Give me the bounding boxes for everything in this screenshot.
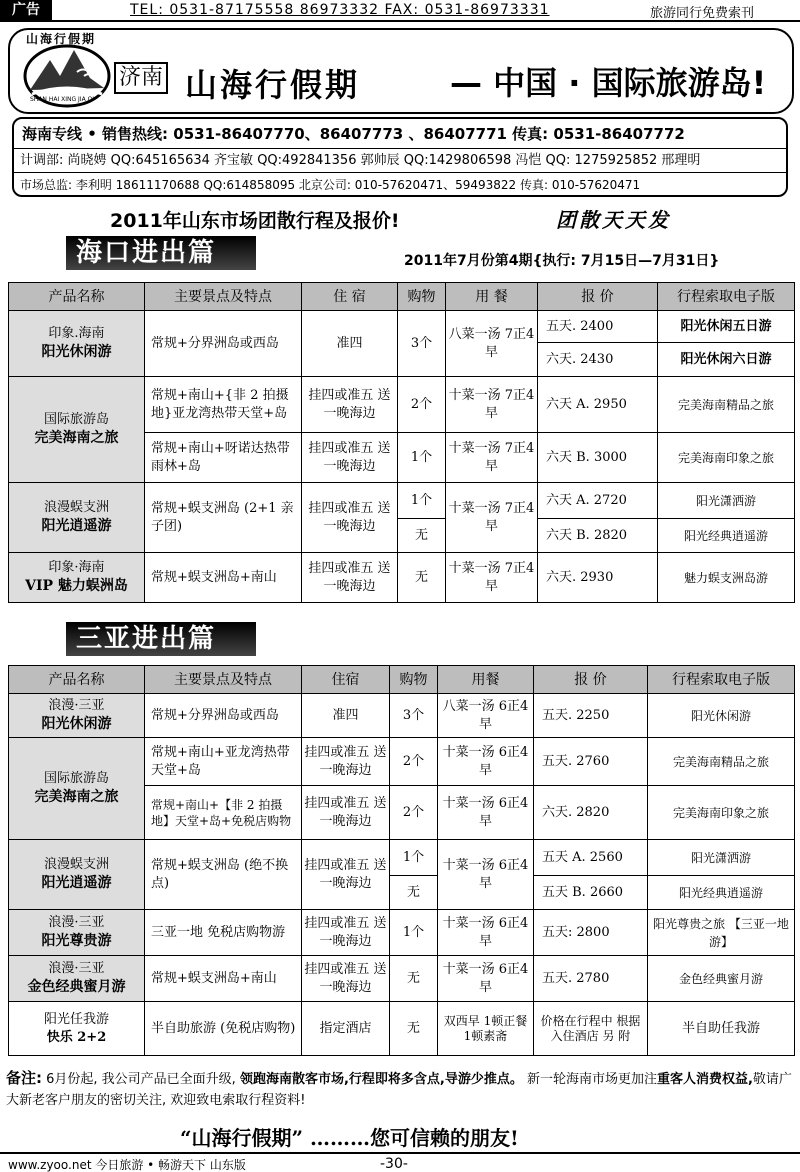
ad-tag: 广告	[0, 0, 52, 21]
brand-name: 山海行假期	[185, 66, 361, 104]
meal-cell: 十菜一汤 6正4早	[438, 840, 534, 910]
ebook-cell[interactable]: 阳光潇洒游	[648, 840, 795, 876]
product-name-cell	[9, 311, 145, 377]
sanya-table	[8, 665, 795, 1056]
ebook-cell[interactable]: 完美海南精品之旅	[658, 377, 795, 433]
product-name-cell	[9, 553, 145, 603]
ebook-cell[interactable]: 金色经典蜜月游	[648, 956, 795, 1002]
product-subtitle: 印象·海南	[48, 560, 105, 575]
product-subtitle: 阳光任我游	[43, 1011, 109, 1027]
shopping-cell: 2个	[398, 377, 446, 433]
table-row	[9, 956, 795, 1002]
product-subtitle: 印象.海南	[48, 326, 105, 341]
shopping-cell: 3个	[390, 694, 438, 738]
product-subtitle: 浪漫·三亚	[48, 698, 105, 713]
remarks-highlight-1: 领跑海南散客市场,行程即将多含点,导游少推点。	[239, 1072, 523, 1087]
header-shopping: 购物	[390, 666, 438, 694]
product-title: 完美海南之旅	[34, 430, 119, 446]
price-cell: 六天. 2430	[538, 343, 658, 377]
hotel-cell: 准四	[302, 311, 398, 377]
meal-cell: 双西早 1顿正餐 1顿素斋	[438, 1002, 534, 1056]
header-ebook: 行程索取电子版	[658, 283, 795, 311]
table-row	[9, 694, 795, 738]
product-name-cell	[9, 840, 145, 910]
meal-cell: 十菜一汤 7正4早	[446, 553, 538, 603]
meal-cell: 十菜一汤 7正4早	[446, 483, 538, 553]
table-row	[9, 1002, 795, 1056]
meal-cell: 十菜一汤 6正4早	[438, 786, 534, 840]
ebook-cell[interactable]: 阳光休闲游	[648, 694, 795, 738]
shopping-cell: 3个	[398, 311, 446, 377]
city-label: 济南	[114, 62, 168, 94]
product-title: 完美海南之旅	[34, 789, 119, 805]
sales-hotline: 海南专线 • 销售热线: 0531-86407770、86407773 、86407771 传真: 0531-86407772	[14, 119, 786, 149]
spots-cell: 常规+南山+亚龙湾热带天堂+岛	[145, 738, 302, 786]
shopping-cell: 1个	[390, 910, 438, 956]
price-cell: 六天 B. 2820	[538, 519, 658, 553]
footer-site[interactable]: www.zyoo.net 今日旅游 • 畅游天下 山东版	[8, 1158, 246, 1172]
hotel-cell: 挂四或准五 送一晚海边	[302, 377, 398, 433]
product-title: VIP 魅力蜈洲岛	[25, 578, 128, 594]
table-row	[9, 553, 795, 603]
price-cell: 六天 B. 3000	[538, 433, 658, 483]
table-row	[9, 377, 795, 433]
daily-departure: 团散天天发	[556, 208, 671, 232]
free-index-text: 旅游同行免费索刊	[650, 6, 755, 21]
spots-cell: 常规+分界洲岛或西岛	[145, 694, 302, 738]
hotel-cell: 准四	[302, 694, 390, 738]
ebook-cell[interactable]: 完美海南印象之旅	[648, 786, 795, 840]
meal-cell: 十菜一汤 7正4早	[446, 433, 538, 483]
shopping-cell: 1个	[390, 840, 438, 876]
header-meals: 用餐	[438, 666, 534, 694]
remarks-label: 备注:	[6, 1069, 42, 1087]
table-row	[9, 483, 795, 519]
product-name-cell	[9, 1002, 145, 1056]
remarks-highlight-2: 重客人消费权益,	[656, 1072, 753, 1087]
remarks	[6, 1068, 796, 1111]
price-cell: 六天. 2820	[534, 786, 648, 840]
product-subtitle: 国际旅游岛	[43, 771, 109, 786]
hotel-cell: 挂四或准五 送一晚海边	[302, 910, 390, 956]
shopping-cell: 2个	[390, 786, 438, 840]
meal-cell: 八菜一汤 6正4早	[438, 694, 534, 738]
page-number: -30-	[380, 1156, 408, 1172]
spots-cell: 常规+蜈支洲岛 (2+1 亲子团)	[145, 483, 302, 553]
product-name-cell	[9, 910, 145, 956]
shopping-cell: 无	[398, 519, 446, 553]
sanya-section-title: 三亚进出篇	[66, 622, 256, 656]
meal-cell: 十菜一汤 6正4早	[438, 738, 534, 786]
price-cell: 六天 A. 2720	[538, 483, 658, 519]
price-cell: 五天. 2250	[534, 694, 648, 738]
header-product: 产品名称	[9, 283, 145, 311]
remarks-text-1: 6月份起, 我公司产品已全面升级,	[42, 1072, 240, 1087]
product-subtitle: 浪漫·三亚	[48, 915, 105, 930]
brand-header	[8, 28, 794, 114]
price-cell: 价格在行程中 根据入住酒店 另 附	[534, 1002, 648, 1056]
ebook-cell[interactable]: 完美海南精品之旅	[648, 738, 795, 786]
product-name-cell	[9, 694, 145, 738]
product-name-cell	[9, 377, 145, 483]
product-subtitle: 浪漫蜈支洲	[43, 500, 109, 515]
price-cell: 五天. 2780	[534, 956, 648, 1002]
table-header-row	[9, 283, 795, 311]
product-title: 阳光休闲游	[41, 344, 112, 360]
product-name-cell	[9, 738, 145, 840]
table-row	[9, 910, 795, 956]
shopping-cell: 无	[398, 553, 446, 603]
spots-cell: 常规+蜈支洲岛+南山	[145, 553, 302, 603]
issue-period: 2011年7月份第4期{执行: 7月15日—7月31日}	[404, 253, 720, 269]
contact-panel	[12, 117, 788, 197]
ebook-cell[interactable]	[658, 311, 795, 343]
headline: 2011年山东市场团散行程及报价!	[110, 210, 400, 232]
header-product: 产品名称	[9, 666, 145, 694]
hotel-cell: 挂四或准五 送一晚海边	[302, 840, 390, 910]
product-subtitle: 国际旅游岛	[43, 412, 109, 427]
table-row	[9, 840, 795, 876]
brand-slogan: — 中国 · 国际旅游岛!	[450, 64, 767, 102]
hotel-cell: 挂四或准五 送一晚海边	[302, 956, 390, 1002]
product-title: 阳光逍遥游	[41, 518, 112, 534]
product-title: 金色经典蜜月游	[27, 979, 126, 995]
table-row	[9, 738, 795, 786]
ebook-cell[interactable]: 阳光尊贵之旅 【三亚一地游】	[648, 910, 795, 956]
product-title: 快乐 2+2	[46, 1029, 107, 1045]
haikou-section-title: 海口进出篇	[66, 236, 256, 270]
hotel-cell: 指定酒店	[302, 1002, 390, 1056]
product-subtitle: 浪漫蜈支洲	[43, 857, 109, 872]
price-cell: 五天: 2800	[534, 910, 648, 956]
table-header-row	[9, 666, 795, 694]
remarks-text-2: 新一轮海南市场更加注	[522, 1072, 657, 1087]
header-spots: 主要景点及特点	[145, 283, 302, 311]
meal-cell: 八菜一汤 7正4早	[446, 311, 538, 377]
header-shopping: 购物	[398, 283, 446, 311]
product-title: 阳光逍遥游	[41, 875, 112, 891]
price-cell: 五天. 2760	[534, 738, 648, 786]
header-ebook: 行程索取电子版	[648, 666, 795, 694]
header-hotel: 住 宿	[302, 283, 398, 311]
meal-cell: 十菜一汤 7正4早	[446, 377, 538, 433]
tel-fax-line: TEL: 0531-87175558 86973332 FAX: 0531-86973331	[130, 2, 550, 18]
price-cell: 五天 A. 2560	[534, 840, 648, 876]
hotel-cell: 挂四或准五 送一晚海边	[302, 433, 398, 483]
spots-cell: 常规+分界洲岛或西岛	[145, 311, 302, 377]
logo-subtext: SHAN HAI XING JIA QI	[30, 96, 95, 103]
hotel-cell: 挂四或准五 送一晚海边	[302, 738, 390, 786]
shopping-cell: 无	[390, 1002, 438, 1056]
ebook-link[interactable]: 阳光休闲六日游	[680, 351, 772, 367]
remarks-text-3: 敬请广大新老客户朋友的密切关注, 欢迎致电索取行程资料!	[6, 1072, 792, 1108]
header-price: 报 价	[534, 666, 648, 694]
ebook-cell[interactable]: 阳光经典逍遥游	[658, 519, 795, 553]
ebook-cell[interactable]	[658, 343, 795, 377]
shopping-cell: 2个	[390, 738, 438, 786]
shopping-cell: 无	[390, 876, 438, 910]
ebook-cell[interactable]: 魅力蜈支洲岛游	[658, 553, 795, 603]
header-spots: 主要景点及特点	[145, 666, 302, 694]
hotel-cell: 挂四或准五 送一晚海边	[302, 786, 390, 840]
spots-cell: 半自助旅游 (免税店购物)	[145, 1002, 302, 1056]
ebook-cell[interactable]: 阳光经典逍遥游	[648, 876, 795, 910]
price-cell: 六天 A. 2950	[538, 377, 658, 433]
spots-cell: 常规+南山+呀诺达热带雨林+岛	[145, 433, 302, 483]
planning-dept: 计调部: 尚晓娉 QQ:645165634 齐宝敏 QQ:492841356 郭帅辰 QQ:1429806598 冯恺 QQ: 1275925852 邢理明	[14, 149, 786, 173]
shopping-cell: 无	[390, 956, 438, 1002]
shopping-cell: 1个	[398, 483, 446, 519]
header-price: 报 价	[538, 283, 658, 311]
product-name-cell	[9, 483, 145, 553]
product-subtitle: 浪漫·三亚	[48, 961, 105, 976]
header-meals: 用 餐	[446, 283, 538, 311]
price-cell: 五天. 2400	[538, 311, 658, 343]
table-row	[9, 311, 795, 343]
ebook-cell[interactable]: 阳光潇洒游	[658, 483, 795, 519]
header-hotel: 住宿	[302, 666, 390, 694]
spots-cell: 常规+蜈支洲岛+南山	[145, 956, 302, 1002]
price-cell: 六天. 2930	[538, 553, 658, 603]
logo-text: 山海行假期	[26, 32, 97, 46]
market-director: 市场总监: 李利明 18611170688 QQ:614858095 北京公司: 010-57620471、59493822 传真: 010-57620471	[20, 178, 641, 192]
page-footer	[0, 1152, 800, 1172]
ebook-cell[interactable]: 完美海南印象之旅	[658, 433, 795, 483]
product-title: 阳光尊贵游	[41, 933, 112, 949]
brand-slogan-footer: “山海行假期” ………您可信赖的朋友!	[180, 1126, 519, 1150]
shopping-cell: 1个	[398, 433, 446, 483]
meal-cell: 十菜一汤 6正4早	[438, 956, 534, 1002]
spots-cell: 常规+南山+{非 2 拍摄地}亚龙湾热带天堂+岛	[145, 377, 302, 433]
product-title: 阳光休闲游	[41, 716, 112, 732]
ebook-link[interactable]: 阳光休闲五日游	[680, 318, 772, 334]
haikou-table	[8, 282, 795, 603]
hotel-cell: 挂四或准五 送一晚海边	[302, 483, 398, 553]
spots-cell: 常规+蜈支洲岛 (绝不换点)	[145, 840, 302, 910]
spots-cell: 三亚一地 免税店购物游	[145, 910, 302, 956]
product-name-cell	[9, 956, 145, 1002]
spots-cell: 常规+南山+【非 2 拍摄地】天堂+岛+免税店购物	[145, 786, 302, 840]
hotel-cell: 挂四或准五 送一晚海边	[302, 553, 398, 603]
meal-cell: 十菜一汤 6正4早	[438, 910, 534, 956]
top-bar	[0, 0, 800, 22]
ebook-cell[interactable]: 半自助任我游	[648, 1002, 795, 1056]
price-cell: 五天 B. 2660	[534, 876, 648, 910]
